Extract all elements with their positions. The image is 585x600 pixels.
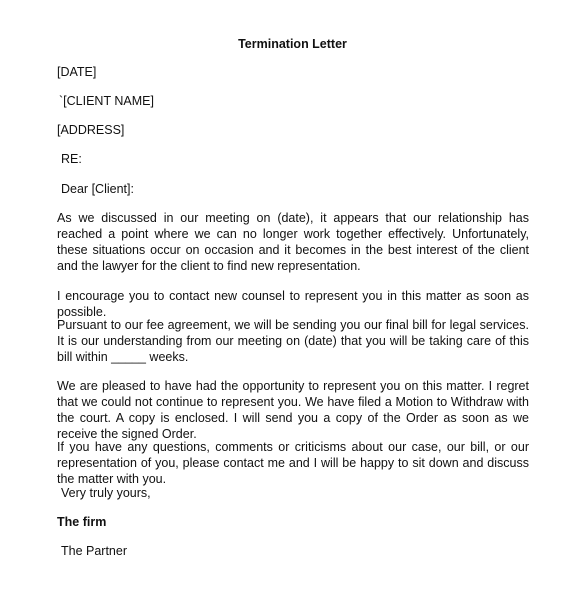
date-line: [DATE] — [57, 65, 97, 79]
re-line: RE: — [61, 152, 82, 166]
firm-name: The firm — [57, 515, 107, 529]
address-line: [ADDRESS] — [57, 123, 125, 137]
paragraph-final-bill: Pursuant to our fee agreement, we will be sending you our final bill for legal services. It is our understanding from our meeting on (date) that you will be taking care of this bill within _____ weeks. — [57, 318, 529, 364]
signer-name: The Partner — [61, 544, 128, 558]
closing: Very truly yours, — [61, 486, 151, 500]
paragraph-meeting: As we discussed in our meeting on (date), it appears that our relationship has reached a point where we can no longer work together effectively. Unfortunately, these situations occur on occasion and it becomes in the best interest of the client and the lawyer for the client to find new representation. — [57, 211, 529, 273]
paragraph-withdraw: We are pleased to have had the opportunity to represent you on this matter. I regret that we could not continue to represent you. We have filed a Motion to Withdraw with the court. A copy is enclosed. I will send you a copy of the Order as soon as we receive the signed Order. — [57, 379, 529, 441]
paragraph-new-counsel: I encourage you to contact new counsel to represent you in this matter as soon as possible. — [57, 289, 529, 319]
letter-title: Termination Letter — [238, 37, 347, 51]
paragraph-questions: If you have any questions, comments or criticisms about our case, our bill, or our representation of you, please contact me and I will be happy to sit down and discuss the matter with you. — [57, 440, 529, 486]
salutation: Dear [Client]: — [61, 182, 134, 196]
client-name-line: `[CLIENT NAME] — [59, 94, 154, 108]
